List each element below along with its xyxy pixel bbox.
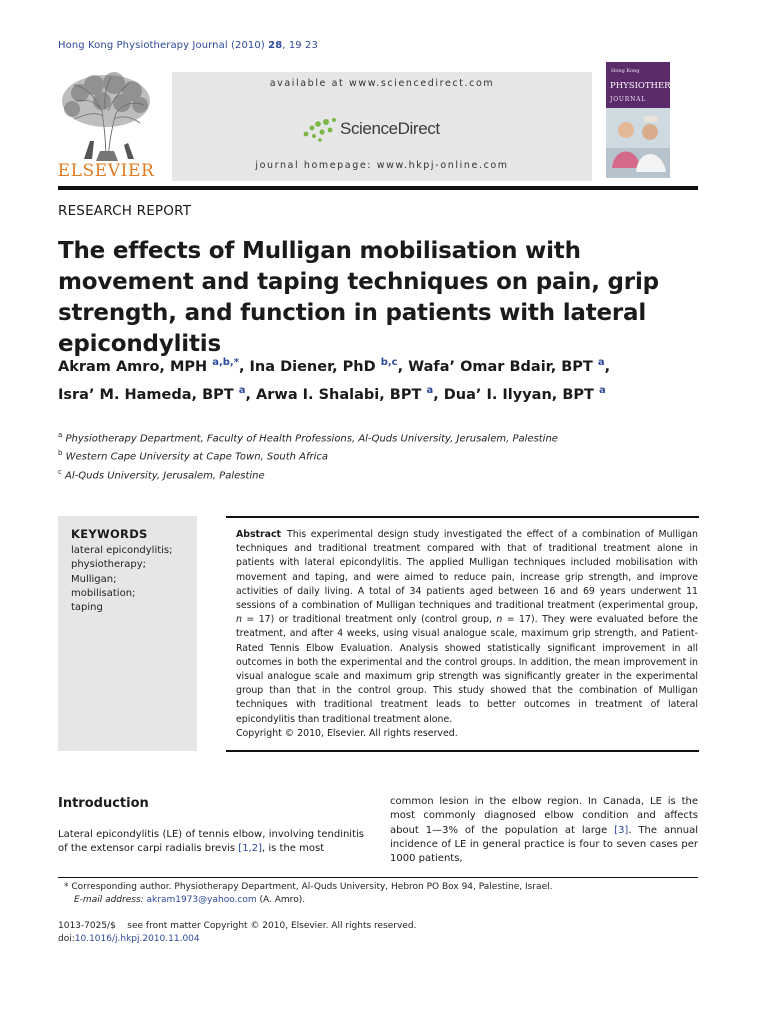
sciencedirect-wordmark: ScienceDirect	[340, 119, 440, 138]
citation-link[interactable]: [3]	[614, 824, 629, 836]
keyword-item: taping	[71, 602, 103, 614]
author-affiliation-link[interactable]: a,b,*	[212, 357, 239, 368]
elsevier-tree-icon	[56, 71, 156, 163]
journal-name: Hong Kong Physiotherapy Journal (2010)	[58, 40, 265, 51]
journal-pages: 19 23	[288, 40, 318, 51]
sciencedirect-dots-icon	[302, 114, 338, 144]
article-section-label: RESEARCH REPORT	[58, 203, 192, 219]
footnote-rule	[58, 877, 698, 878]
sciencedirect-banner	[172, 72, 592, 181]
author-affiliation-link[interactable]: a	[598, 384, 606, 396]
introduction-column-right: common lesion in the elbow region. In Canada, LE is the most commonly diagnosed elbow condition and affects about 1—3% of the population at large [3]. The annual incidence of LE in general practice is four to seven cases per 1000 patients,	[390, 796, 699, 865]
cover-subtitle: JOURNAL	[610, 96, 647, 103]
affiliation-c: $^c$ Al-Quds University, Jerusalem, Palestine	[58, 467, 265, 481]
keyword-item: Mulligan;	[71, 573, 117, 585]
author-affiliation-link[interactable]: a	[426, 384, 434, 396]
keyword-item: physiotherapy;	[71, 559, 146, 571]
cover-top-text: Hong Kong	[611, 68, 640, 74]
affiliation-a: $^a$ Physiotherapy Department, Faculty of Health Professions, Al-Quds University, Jerusalem, Palestine	[58, 431, 558, 445]
keywords-panel	[58, 516, 197, 751]
sciencedirect-availability[interactable]: available at www.sciencedirect.com	[269, 78, 495, 89]
doi-link[interactable]: 10.1016/j.hkpj.2010.11.004	[74, 934, 200, 944]
introduction-heading: Introduction	[58, 796, 149, 811]
corresponding-author-footnote: * Corresponding author. Physiotherapy Department, Al-Quds University, Hebron PO Box 94, Palestine, Israel. E-mail address: akram1973@yahoo.com (A. Amro).	[64, 882, 553, 905]
abstract-bottom-rule	[226, 750, 699, 752]
keyword-item: lateral epicondylitis;	[71, 545, 173, 556]
author-5: Arwa I. Shalabi, BPT $^a$,	[256, 384, 444, 403]
sciencedirect-logo[interactable]	[302, 112, 472, 146]
journal-volume: 28	[268, 40, 283, 51]
author-3: Wafa’ Omar Bdair, BPT $^a$,	[408, 357, 611, 375]
abstract-copyright: Copyright © 2010, Elsevier. All rights reserved.	[236, 727, 458, 739]
keywords-list	[71, 544, 173, 615]
journal-homepage[interactable]: journal homepage: www.hkpj-online.com	[255, 160, 509, 171]
author-2: Ina Diener, PhD $^{b,c}$,	[249, 357, 409, 375]
abstract-label: Abstract	[236, 529, 282, 540]
elsevier-logo[interactable]	[56, 71, 156, 183]
cover-title: PHYSIOTHERAPY	[610, 81, 689, 91]
journal-cover[interactable]	[606, 62, 689, 178]
journal-reference[interactable]: Hong Kong Physiotherapy Journal (2010) 28, 19 23	[58, 40, 318, 51]
author-affiliation-link[interactable]: b,c	[380, 357, 398, 368]
abstract-top-rule	[226, 516, 699, 518]
author-list	[58, 351, 708, 407]
front-matter-notice: see front matter Copyright © 2010, Elsevier. All rights reserved.	[127, 921, 417, 931]
author-affiliation-link[interactable]: a	[238, 384, 246, 396]
page-footer: 1013-7025/$ see front matter Copyright © 2010, Elsevier. All rights reserved. doi:10.1016/j.hkpj.2010.11.004	[58, 921, 417, 944]
issn: 1013-7025/$	[58, 921, 116, 931]
article-title: The effects of Mulligan mobilisation with movement and taping techniques on pain, grip strength, and function in patients with lateral epicondylitis	[58, 238, 659, 357]
introduction-column-left: Lateral epicondylitis (LE) of tennis elbow, involving tendinitis of the extensor carpi radialis brevis [1,2], is the most	[58, 829, 364, 855]
abstract: Abstract This experimental design study investigated the effect of a combination of Mulligan techniques and traditional treatment compared with that of traditional treatment alone in patients with lateral epicondylitis. The applied Mulligan techniques included mobilisation with movement and taping, and were aimed to reduce pain, increase grip strength, and improve activities of daily living. A total of 34 patients aged between 16 and 69 years underwent 11 sessions of a combination of Mulligan techniques and traditional treatment (experimental group, n = 17) or traditional treatment only (control group, n = 17). They were evaluated before the treatment, and after 4 weeks, using visual analogue scale, maximum grip strength, and Patient-Rated Tennis Elbow Evaluation. Analysis showed statistically significant improvement in all outcomes in both the experimental and the control groups. In addition, the mean improvement in visual analogue scale and maximum grip strength was significantly greater in the experimental group than that in the control group. This study showed that the combination of Mulligan techniques with traditional treatment leads to better outcomes in treatment of lateral epicondylitis than traditional treatment alone. Copyright © 2010, Elsevier. All rights reserved.	[236, 529, 698, 739]
elsevier-wordmark: ELSEVIER	[57, 161, 155, 181]
author-4: Isra’ M. Hameda, BPT $^a$,	[58, 384, 257, 403]
author-1: Akram Amro, MPH $^{a,b,*}$,	[58, 357, 250, 375]
keyword-item: mobilisation;	[71, 587, 136, 599]
header-rule	[58, 186, 698, 190]
keywords-heading: KEYWORDS	[71, 527, 148, 541]
affiliations	[58, 428, 708, 483]
author-6: Dua’ I. Ilyyan, BPT $^a$	[443, 384, 606, 403]
author-email-link[interactable]: akram1973@yahoo.com	[146, 894, 257, 905]
cover-photo-image	[606, 108, 670, 178]
citation-link[interactable]: [1,2]	[238, 843, 263, 855]
affiliation-b: $^b$ Western Cape University at Cape Town, South Africa	[58, 449, 329, 463]
author-affiliation-link[interactable]: a	[597, 357, 605, 368]
